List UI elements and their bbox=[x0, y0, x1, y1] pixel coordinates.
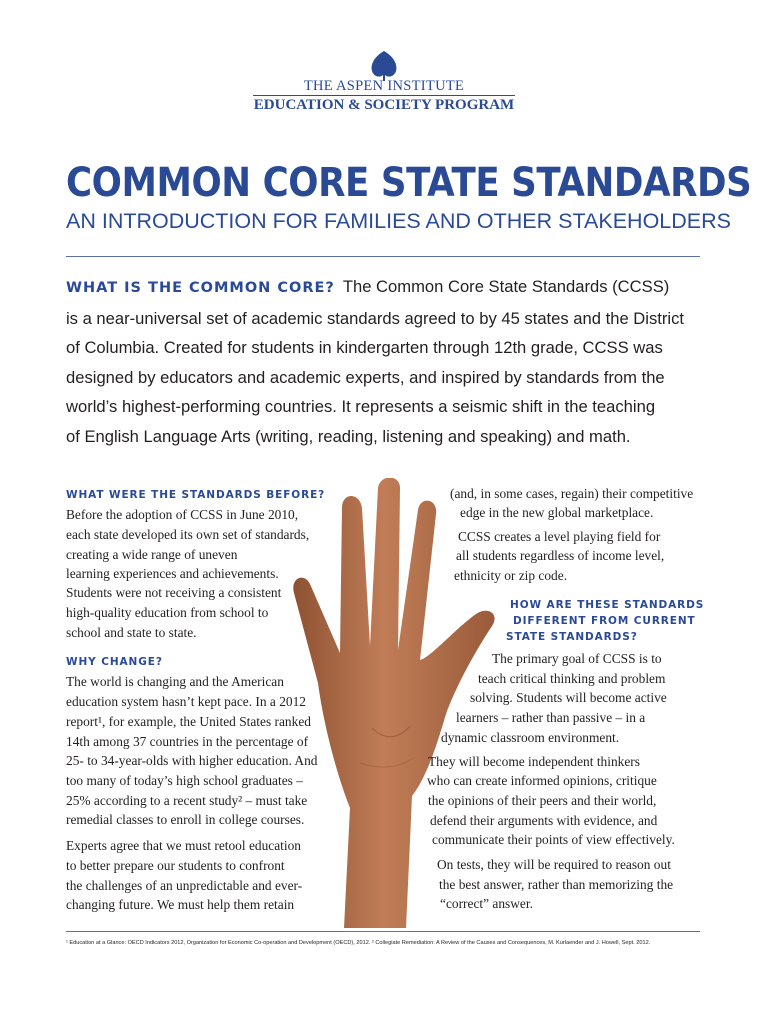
body-line: The primary goal of CCSS is to bbox=[492, 651, 662, 666]
program-name: EDUCATION & SOCIETY PROGRAM bbox=[253, 97, 515, 113]
body-line: all students regardless of income level, bbox=[456, 548, 665, 563]
org-name: THE ASPEN INSTITUTE bbox=[303, 78, 465, 94]
intro-line: is a near-universal set of academic standards agreed to by 45 states and the District bbox=[66, 308, 684, 328]
intro-line bbox=[66, 272, 706, 304]
body-line: communicate their points of view effectively. bbox=[432, 832, 675, 847]
body-line: defend their arguments with evidence, and bbox=[430, 813, 658, 828]
body-line: learners – rather than passive – in a bbox=[456, 710, 646, 725]
body-line: the challenges of an unpredictable and ever- bbox=[66, 878, 303, 893]
body-line: too many of today’s high school graduates – bbox=[66, 773, 303, 788]
body-line: teach critical thinking and problem bbox=[478, 671, 666, 686]
footer-divider bbox=[66, 931, 700, 932]
section-heading-different: DIFFERENT FROM CURRENT bbox=[513, 615, 696, 627]
body-line: school and state to state. bbox=[66, 625, 197, 640]
body-line: Experts agree that we must retool education bbox=[66, 838, 301, 853]
body-line: CCSS creates a level playing field for bbox=[458, 529, 661, 544]
section-heading-why-change: WHY CHANGE? bbox=[66, 656, 163, 668]
body-line: 25% according to a recent study² – must take bbox=[66, 793, 308, 808]
body-line: the opinions of their peers and their world, bbox=[428, 793, 657, 808]
body-line: to better prepare our students to confront bbox=[66, 858, 285, 873]
body-line: ethnicity or zip code. bbox=[454, 568, 568, 583]
title-divider bbox=[66, 256, 700, 257]
body-line: education system hasn’t kept pace. In a 2012 bbox=[66, 694, 306, 709]
body-line: edge in the new global marketplace. bbox=[460, 505, 654, 520]
body-line: 14th among 37 countries in the percentage of bbox=[66, 734, 309, 749]
body-line: (and, in some cases, regain) their competitive bbox=[450, 486, 694, 501]
page-title: COMMON CORE STATE STANDARDS bbox=[66, 160, 752, 206]
intro-line: of Columbia. Created for students in kindergarten through 12th grade, CCSS was bbox=[66, 338, 663, 358]
body-line: the best answer, rather than memorizing the bbox=[439, 877, 674, 892]
body-line: solving. Students will become active bbox=[470, 690, 667, 705]
intro-line: designed by educators and academic experts, and inspired by standards from the bbox=[66, 367, 665, 387]
body-line: changing future. We must help them retain bbox=[66, 897, 295, 912]
section-heading-different: HOW ARE THESE STANDARDS bbox=[510, 599, 705, 611]
body-line: high-quality education from school to bbox=[66, 605, 269, 620]
body-line: 25- to 34-year-olds with higher education. And bbox=[66, 753, 318, 768]
logo-divider bbox=[253, 95, 515, 96]
body-line: each state developed its own set of standards, bbox=[66, 527, 310, 542]
body-line: The world is changing and the American bbox=[66, 674, 284, 689]
body-line: who can create informed opinions, critique bbox=[427, 773, 657, 788]
body-line: Students were not receiving a consistent bbox=[66, 585, 282, 600]
section-heading-different: STATE STANDARDS? bbox=[506, 631, 638, 643]
body-line: “correct” answer. bbox=[440, 896, 533, 911]
intro-line-text: The Common Core State Standards (CCSS) bbox=[342, 277, 670, 296]
body-line: remedial classes to enroll in college courses. bbox=[66, 812, 305, 827]
section-heading-before: WHAT WERE THE STANDARDS BEFORE? bbox=[66, 489, 326, 501]
page-subtitle: AN INTRODUCTION FOR FAMILIES AND OTHER STAKEHOLDERS bbox=[66, 209, 731, 233]
body-line: report¹, for example, the United States ranked bbox=[66, 714, 311, 729]
body-line: creating a wide range of uneven bbox=[66, 547, 238, 562]
body-line: learning experiences and achievements. bbox=[66, 566, 279, 581]
body-line: They will become independent thinkers bbox=[428, 754, 640, 769]
intro-line: of English Language Arts (writing, reading, listening and speaking) and math. bbox=[66, 426, 631, 446]
footnotes: ¹ Education at a Glance: OECD Indicators 2012, Organization for Economic Co-operation and Development (OECD), 2012. ² Collegiate Remediation: A Review of the Causes and Consequences, M. Kurlaender and J. Howell, Sept. 2012. bbox=[66, 940, 651, 946]
body-line: On tests, they will be required to reason out bbox=[437, 857, 671, 872]
body-line: dynamic classroom environment. bbox=[441, 730, 620, 745]
intro-paragraph bbox=[66, 272, 706, 452]
intro-heading: WHAT IS THE COMMON CORE? bbox=[66, 280, 335, 296]
body-line: Before the adoption of CCSS in June 2010, bbox=[66, 507, 299, 522]
intro-line: world’s highest-performing countries. It represents a seismic shift in the teaching bbox=[66, 397, 656, 417]
